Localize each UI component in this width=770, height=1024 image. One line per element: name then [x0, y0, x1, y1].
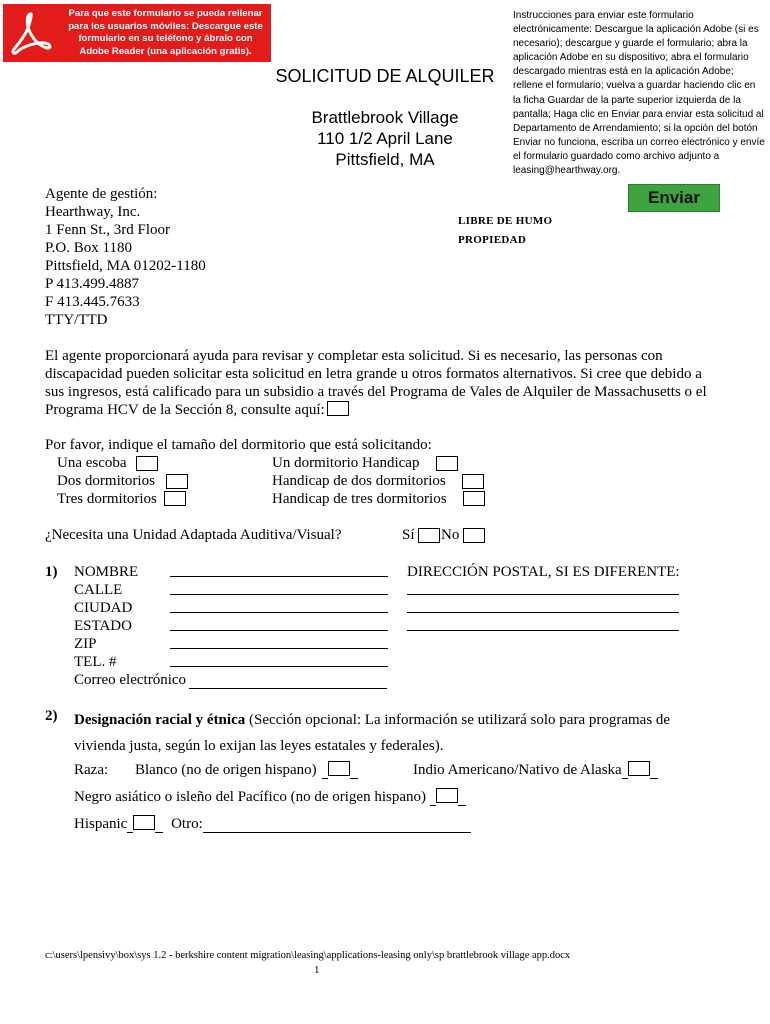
agent-address1: 1 Fenn St., 3rd Floor: [45, 222, 171, 238]
agent-fax: F 413.445.7633: [45, 294, 140, 310]
section2-heading-block: [74, 707, 714, 759]
smoke-free-line1: LIBRE DE HUMO: [458, 215, 553, 227]
race-other-field[interactable]: [203, 831, 471, 833]
adapted-no-label: No: [441, 527, 460, 543]
footer-path: c:\users\lpensivy\box\sys 1.2 - berkshire content migration\leasing\applications-leasing only\sp brattlebrook village app.docx: [45, 950, 571, 961]
race-white-checkbox[interactable]: [328, 761, 350, 776]
adapted-no-checkbox[interactable]: [463, 528, 485, 543]
section2-number: 2): [45, 708, 58, 724]
bedroom-three-checkbox[interactable]: [164, 491, 186, 506]
race-asian-option: Negro asiático o isleño del Pacífico (no de origen hispano): [74, 788, 466, 806]
property-name: Brattlebrook Village: [311, 108, 459, 127]
bedroom-option: Un dormitorio Handicap: [272, 455, 420, 471]
bedroom-option: Tres dormitorios: [57, 491, 157, 507]
adobe-banner: [3, 4, 271, 62]
name-field[interactable]: [170, 576, 388, 577]
section1-field-labels: [74, 563, 387, 689]
voucher-checkbox[interactable]: [327, 401, 349, 416]
section2-heading: Designación racial y étnica: [74, 712, 246, 728]
mailing-address-heading: DIRECCIÓN POSTAL, SI ES DIFERENTE:: [407, 564, 680, 580]
page-number: 1: [314, 964, 320, 976]
race-hispanic-checkbox[interactable]: [133, 815, 155, 830]
bedroom-question: Por favor, indique el tamaño del dormitorio que está solicitando:: [45, 437, 432, 453]
agent-address2: P.O. Box 1180: [45, 240, 132, 256]
email-field[interactable]: [189, 687, 387, 689]
race-hispanic-option: Hispanic Otro:: [74, 815, 471, 833]
zip-field[interactable]: [170, 648, 388, 649]
race-native-checkbox[interactable]: [628, 761, 650, 776]
section1-number: 1): [45, 564, 58, 580]
property-street: 110 1/2 April Lane: [317, 129, 453, 148]
bedroom-one-checkbox[interactable]: [136, 456, 158, 471]
agent-phone: P 413.499.4887: [45, 276, 140, 292]
race-other-label: Otro:: [171, 816, 203, 832]
bedroom-option: Handicap de dos dormitorios: [272, 473, 446, 489]
handicap-two-checkbox[interactable]: [462, 474, 484, 489]
state-field[interactable]: [170, 630, 388, 631]
mailing-address-line2[interactable]: [407, 612, 679, 613]
agent-address3: Pittsfield, MA 01202-1180: [45, 258, 206, 274]
mailing-address-line3[interactable]: [407, 630, 679, 631]
race-asian-checkbox[interactable]: [436, 788, 458, 803]
agent-company: Hearthway, Inc.: [45, 204, 141, 220]
bedroom-option: Handicap de tres dormitorios: [272, 491, 447, 507]
race-native-option: Indio Americano/Nativo de Alaska: [413, 761, 658, 779]
phone-field[interactable]: [170, 666, 388, 667]
field-label: CIUDAD: [74, 600, 133, 616]
adapted-unit-question: ¿Necesita una Unidad Adaptada Auditiva/Visual?: [45, 527, 342, 543]
submission-instructions: Instrucciones para enviar este formulario electrónicamente: Descargue la aplicación Adobe (si es necesario); descargue y guarde el formulario; abra la aplicación Adobe en su dispositivo; abra el formulario descargado mientras está en la aplicación Adobe; rellene el formulario; vuelva a guardar haciendo clic en la ficha Guardar de la parte superior izquierda de la pantalla; Haga clic en Enviar para enviar esta solicitud al Departamento de Arrendamiento; si la opción del botón Enviar no funciona, escriba un correo electrónico y envíe el formulario guardado como archivo adjunto a leasing@hearthway.org.: [513, 10, 765, 177]
adapted-yes-checkbox[interactable]: [418, 528, 440, 543]
field-label: CALLE: [74, 582, 123, 598]
adobe-acrobat-icon: [9, 10, 53, 56]
bedroom-option: Dos dormitorios: [57, 473, 155, 489]
field-label: ESTADO: [74, 618, 132, 634]
adobe-banner-text: Para que este formulario se pueda rellenar para los usuarios móviles: Descargue este formulario en su teléfono y ábralo con Adobe Reader (una aplicación gratis).: [68, 8, 263, 57]
race-label: Raza:: [74, 762, 109, 778]
page-title: SOLICITUD DE ALQUILER: [275, 66, 495, 86]
city-field[interactable]: [170, 612, 388, 613]
race-white-option: Blanco (no de origen hispano): [135, 761, 358, 779]
agent-block: [45, 185, 206, 329]
handicap-one-checkbox[interactable]: [436, 456, 458, 471]
smoke-free-line2: PROPIEDAD: [458, 234, 527, 246]
bedroom-two-checkbox[interactable]: [166, 474, 188, 489]
section2-note: (Sección opcional: La información se utilizará solo para programas de vivienda justa, según lo exijan las leyes estatales y federales).: [74, 712, 671, 754]
field-label: TEL. #: [74, 654, 117, 670]
property-city: Pittsfield, MA: [335, 150, 435, 169]
submit-button[interactable]: Enviar: [628, 184, 720, 212]
street-field[interactable]: [170, 594, 388, 595]
agent-heading: Agente de gestión:: [45, 186, 158, 202]
intro-paragraph: [45, 347, 717, 419]
bedroom-option: Una escoba: [57, 455, 127, 471]
mailing-address-line1[interactable]: [407, 594, 679, 595]
intro-text: El agente proporcionará ayuda para revisar y completar esta solicitud. Si es necesario, las personas con discapacidad pueden solicitar esta solicitud en letra grande u otros formatos alternativos. Si cree que debido a sus ingresos, está calificado para un subsidio a través del Programa de Vales de Alquiler de Massachusetts o el Programa HCV de la Sección 8, consulte aquí:: [45, 348, 707, 418]
handicap-three-checkbox[interactable]: [463, 491, 485, 506]
field-label: NOMBRE: [74, 564, 139, 580]
agent-tty: TTY/TTD: [45, 312, 108, 328]
adapted-yes-label: Sí: [402, 527, 415, 543]
email-label: Correo electrónico: [74, 671, 387, 689]
field-label: ZIP: [74, 636, 97, 652]
